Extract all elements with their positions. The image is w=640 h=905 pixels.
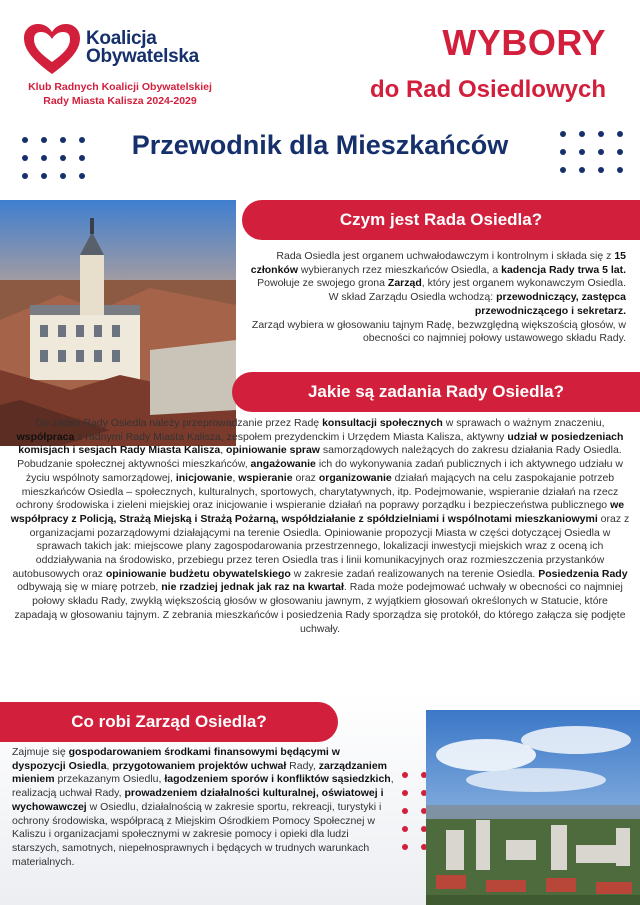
- section-2-para-1: Do zadań Rady Osiedla należy przeprowadzanie przez Radę konsultacji społecznych w sprawach o ważnym znaczeniu, współpraca z radnymi Rady Miasta Kalisza, zespołem prezydenckim i Urzędem Miasta Kalisza, aktywny udział w posiedzeniach komisjach i sesjach Rady Miasta Kalisza, opiniowanie spraw samorządowych należących do zakresu działania Rady Osiedla. Pobudzanie społecznej aktywności mieszkańców, angażowanie ich do wykonywania zadań publicznych i ich aktywnego udziału w życiu wspólnoty samorządowej, inicjowanie, wspieranie oraz organizowanie działań mających na celu zaspokajanie potrzeb mieszkańców Osiedla – społecznych, kulturalnych, sportowych, charytatywnych, itp. Podejmowanie, wspieranie działań na rzecz ochrony środowiska i zieleni miejskiej oraz inicjowanie i wspieranie działań na poprawy porządku i bezpieczeństwa publicznego we współpracy z Policją, Strażą Miejską i Strażą Pożarną, współdziałanie z spółdzielniami i wspólnotami mieszkaniowymi oraz z organizacjami pozarządowymi działającymi na terenie Osiedla. Opiniowanie propozycji Miasta w części dotyczącej Osiedla w sprawach takich jak: miejscowe plany zagospodarowania przestrzennego, lokalizacji inwestycji miejskich wraz z oceną ich oddziaływania na środowisko, przebiegu przez teren Osiedla tras i linii komunikacyjnych oraz rozmieszczenia przystanków autobusowych oraz opiniowanie budżetu obywatelskiego w zakresie zadań realizowanych na terenie Osiedla. Posiedzenia Rady odbywają się w miarę potrzeb, nie rzadziej jednak jak raz na kwartał. Rada może podejmować uchwały w obecności co najmniej połowy składu Rady, zwykłą większością głosów w głosowaniu jawnym, z wyjątkiem głosowań określonych w Statucie, które zapadają w głosowaniu tajnym. Z zebrania mieszkańców i posiedzenia Rady sporządza się protokół, do którego załącza się podjęte uchwały.: [10, 417, 630, 635]
- club-line-1: Klub Radnych Koalicji Obywatelskiej: [28, 81, 212, 93]
- section-1-para-1: Rada Osiedla jest organem uchwałodawczym i kontrolnym i składa się z 15 członków wybieranych rzez mieszkańców Osiedla, a kadencja Rady trwa 5 lat. Powołuje ze swojego grona Zarząd, który jest organem wykonawczym Osiedla.: [250, 250, 626, 290]
- logo-wordmark: [86, 30, 199, 66]
- heart-logo-icon: [22, 22, 82, 78]
- section-3-heading: Co robi Zarząd Osiedla?: [0, 702, 338, 742]
- club-line-2: Rady Miasta Kalisza 2024-2029: [43, 95, 197, 107]
- section-1-para-2: W skład Zarządu Osiedla wchodzą: przewodniczący, zastępca przewodniczącego i sekretarz.: [328, 291, 626, 317]
- section-1-para-3: Zarząd wybiera w głosowaniu tajnym Radę, bezwzględną większością głosów, w obecności co najmniej połowy ustawowego składu Rady.: [251, 318, 626, 345]
- header-title: WYBORY: [442, 22, 606, 63]
- header-subtitle: do Rad Osiedlowych: [369, 76, 606, 103]
- logo-line-2: Obywatelska: [86, 46, 199, 67]
- town-hall-photo: [0, 200, 236, 446]
- section-1-body: [240, 250, 626, 346]
- section-2-heading: Jakie są zadania Rady Osiedla?: [232, 372, 640, 412]
- club-caption: [20, 80, 220, 108]
- section-3-body: [12, 746, 396, 869]
- section-3-para-1: Zajmuje się gospodarowaniem środkami finansowymi będącymi w dyspozycji Osiedla, przygotowaniem projektów uchwał Rady, zarządzaniem mieniem przekazanym Osiedlu, łagodzeniem sporów i konfliktów sąsiedzkich, realizacją uchwał Rady, prowadzeniem działalności kulturalnej, oświatowej i wychowawczej w Osiedlu, działalnością w zakresie sportu, rekreacji, turystyki i ochrony środowiska, współpracą z Miejskim Ośrodkiem Pomocy Społecznej w Kaliszu i organizacjami społecznymi w zakresie pomocy i opieki dla ludzi starszych, samotnych, niepełnosprawnych i będących w trudnych warunkach materialnych.: [12, 746, 394, 868]
- section-2-body: [10, 417, 630, 636]
- dot-grid-red: [402, 772, 427, 850]
- guide-title: Przewodnik dla Mieszkańców: [131, 130, 509, 160]
- section-1-heading: Czym jest Rada Osiedla?: [242, 200, 640, 240]
- dot-grid-left: [22, 137, 85, 179]
- dot-grid-right: [560, 131, 623, 173]
- aerial-city-photo: [426, 710, 640, 905]
- logo-line-1: Koalicja: [86, 28, 157, 49]
